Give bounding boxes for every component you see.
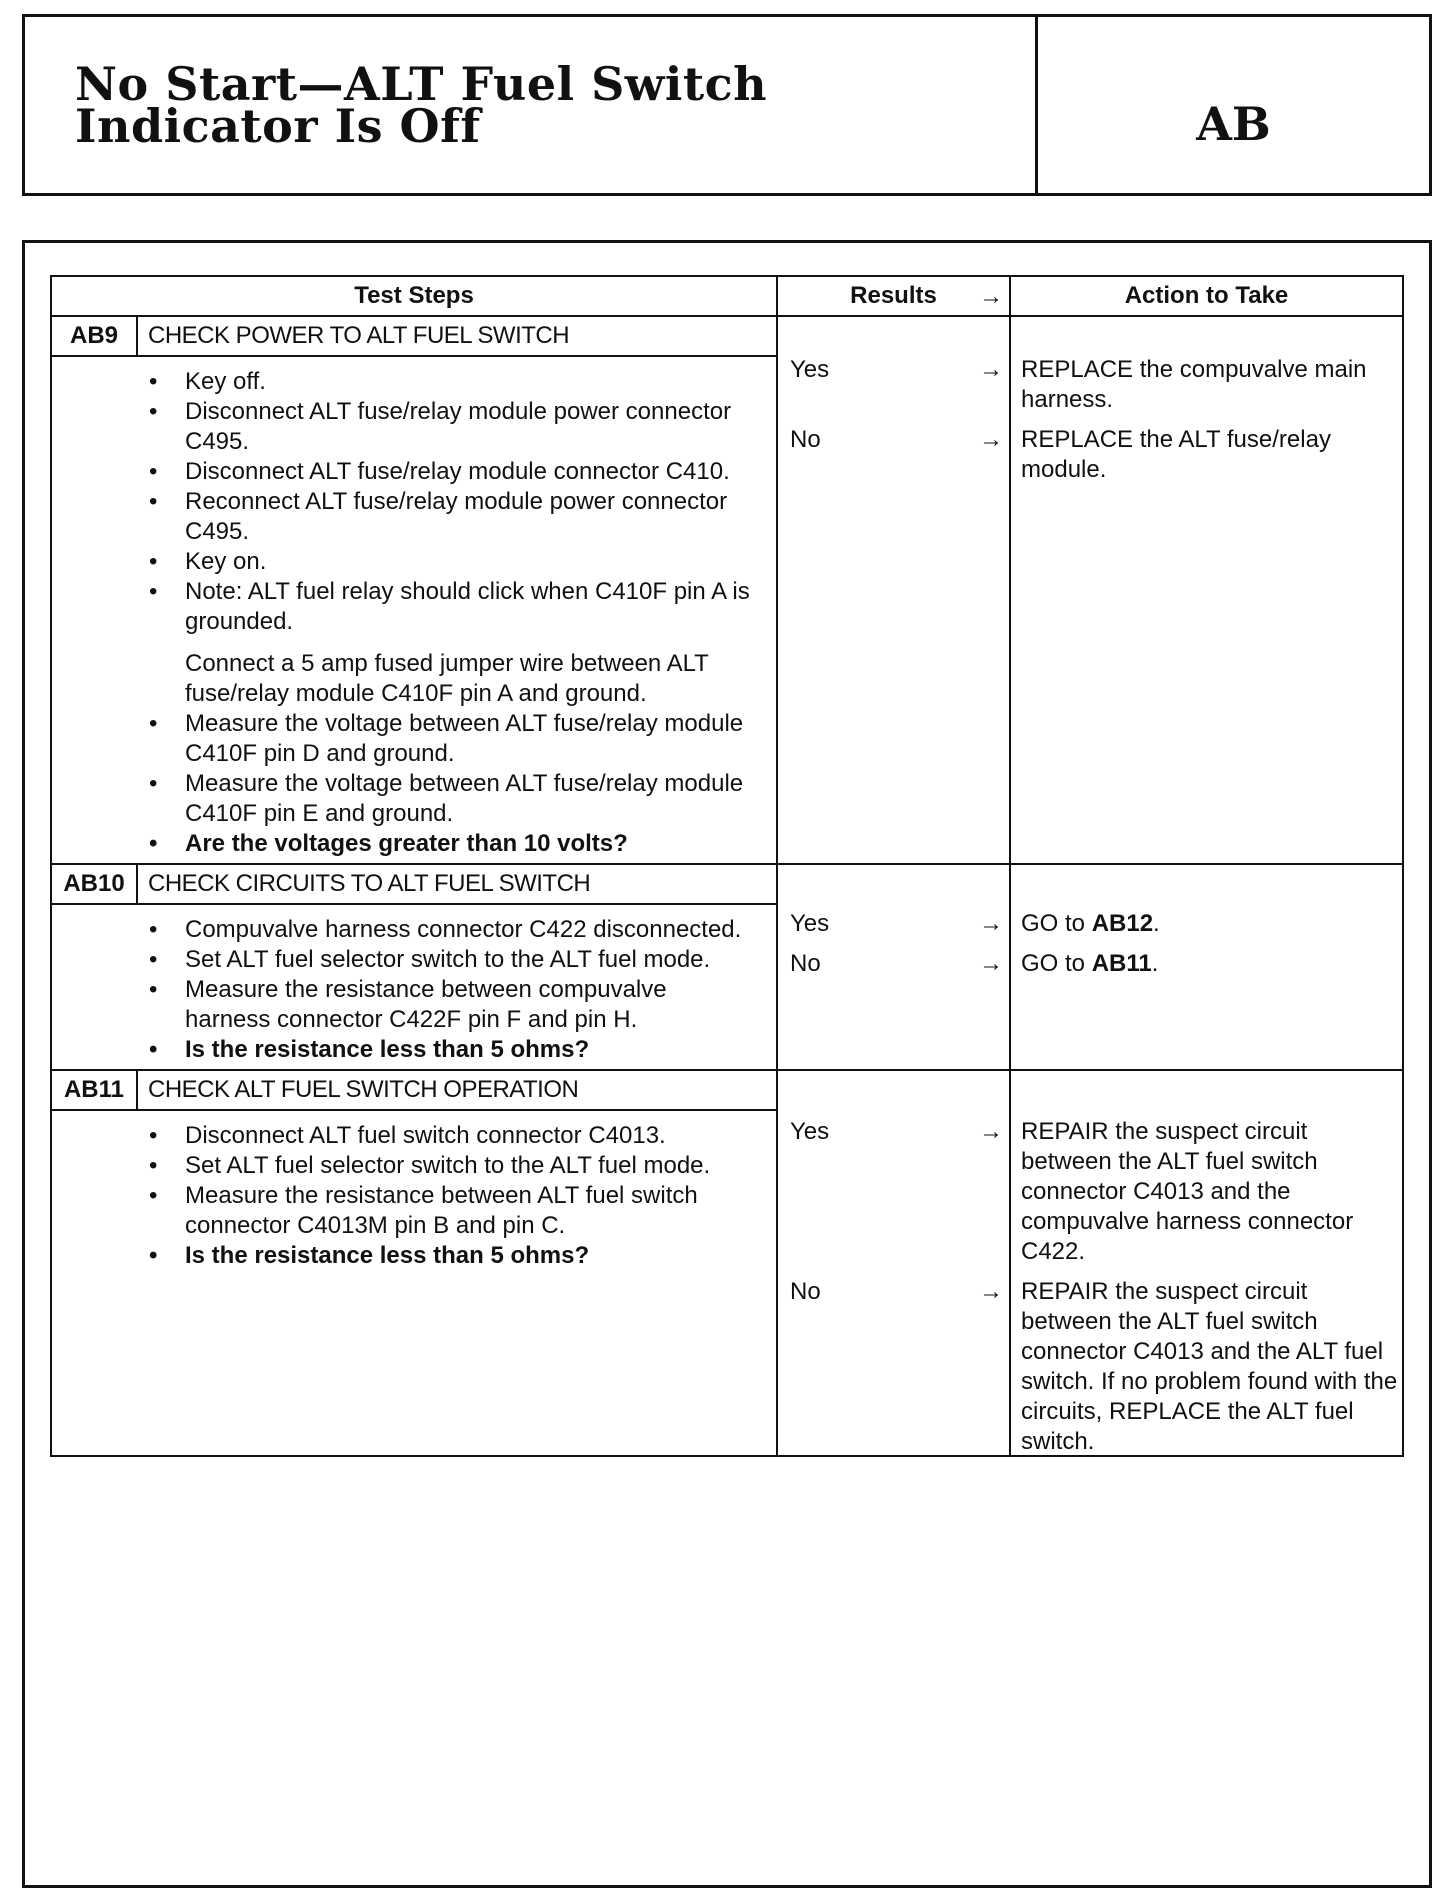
action-no: REPAIR the suspect circuit between the ALT fuel switch connector C4013 and the ALT fuel switch. If no problem found with the circuits, REPLACE the ALT fuel switch.: [1021, 1278, 1398, 1455]
results-cell-ab10: [777, 864, 1010, 1070]
list-item: • Measure the voltage between ALT fuse/relay module C410F pin D and ground.: [147, 709, 750, 769]
step-question: • Is the resistance less than 5 ohms?: [147, 1035, 750, 1065]
header-action: Action to Take: [1010, 276, 1403, 316]
action-text: GO to: [1021, 910, 1092, 937]
instruction-paragraph: Connect a 5 amp fused jumper wire between ALT fuse/relay module C410F pin A and ground.: [185, 650, 709, 707]
step-question: • Are the voltages greater than 10 volts?: [147, 829, 750, 859]
bullet-list: [147, 709, 750, 859]
list-item: • Measure the resistance between ALT fuel switch connector C4013M pin B and pin C.: [147, 1181, 750, 1241]
action-text: .: [1151, 950, 1159, 977]
action-yes: REPAIR the suspect circuit between the ALT fuel switch connector C4013 and the compuvalve harness connector C422.: [1021, 1118, 1354, 1265]
empty-cell: [51, 904, 137, 1070]
list-item: • Key off.: [147, 367, 750, 397]
result-no: No: [790, 1278, 821, 1305]
step-reference-link: AB12: [1091, 910, 1154, 937]
result-yes: Yes: [790, 1118, 830, 1145]
header-results-label: Results: [850, 282, 937, 309]
step-id-ab9: AB9: [51, 316, 137, 356]
list-item: • Note: ALT fuel relay should click when C410F pin A is grounded.: [147, 577, 750, 637]
result-no: No: [790, 426, 821, 453]
result-yes: Yes: [790, 910, 830, 937]
results-cell-ab9: [777, 316, 1010, 864]
list-item: • Reconnect ALT fuse/relay module power connector C495.: [147, 487, 750, 547]
step-id-ab11: AB11: [51, 1070, 137, 1110]
list-item: • Compuvalve harness connector C422 disconnected.: [147, 915, 750, 945]
step-body-ab11: [137, 1110, 777, 1456]
action-text: .: [1153, 910, 1160, 937]
step-title-ab10: CHECK CIRCUITS TO ALT FUEL SWITCH: [137, 864, 777, 904]
step-body-ab10: [137, 904, 777, 1070]
test-steps-table: [50, 275, 1404, 1457]
table-header-row: [51, 276, 1403, 316]
action-yes: REPLACE the compuvalve main harness.: [1021, 356, 1367, 413]
list-item: • Set ALT fuel selector switch to the ALT fuel mode.: [147, 945, 750, 975]
step-title-ab11: CHECK ALT FUEL SWITCH OPERATION: [137, 1070, 777, 1110]
action-cell-ab11: [1010, 1070, 1403, 1456]
arrow-icon: →: [979, 426, 1003, 453]
step-body-ab9: [137, 356, 777, 864]
action-no: REPLACE the ALT fuse/relay module.: [1021, 426, 1331, 483]
list-item: • Disconnect ALT fuse/relay module connector C410.: [147, 457, 750, 487]
empty-cell: [51, 356, 137, 864]
header-arrow-icon: →: [979, 283, 1003, 310]
arrow-icon: →: [979, 1118, 1003, 1145]
action-text: GO to: [1021, 950, 1092, 977]
list-item: • Set ALT fuel selector switch to the ALT fuel mode.: [147, 1151, 750, 1181]
list-item: • Key on.: [147, 547, 750, 577]
header-results: [777, 276, 1010, 316]
list-item: • Disconnect ALT fuse/relay module power connector C495.: [147, 397, 750, 457]
bullet-list: [147, 367, 750, 637]
arrow-icon: →: [979, 910, 1003, 937]
list-item: • Measure the voltage between ALT fuse/relay module C410F pin E and ground.: [147, 769, 750, 829]
arrow-icon: →: [979, 1278, 1003, 1305]
empty-cell: [51, 1110, 137, 1456]
action-no: [1021, 949, 1398, 979]
bullet-list: [147, 1121, 750, 1271]
action-cell-ab9: [1010, 316, 1403, 864]
step-title-row: [51, 864, 1403, 904]
result-no: No: [790, 950, 821, 977]
bullet-list: [147, 915, 750, 1065]
list-item: • Measure the resistance between compuvalve harness connector C422F pin F and pin H.: [147, 975, 750, 1035]
action-yes: [1021, 909, 1398, 939]
step-title-row: [51, 316, 1403, 356]
section-code: AB: [1196, 97, 1271, 151]
step-id-ab10: AB10: [51, 864, 137, 904]
page-title: No Start—ALT Fuel Switch Indicator Is Off: [75, 57, 768, 153]
step-title-ab9: CHECK POWER TO ALT FUEL SWITCH: [137, 316, 777, 356]
action-cell-ab10: [1010, 864, 1403, 1070]
list-item: • Disconnect ALT fuel switch connector C4013.: [147, 1121, 750, 1151]
arrow-icon: →: [979, 950, 1003, 977]
results-cell-ab11: [777, 1070, 1010, 1456]
title-box: [22, 14, 1432, 196]
step-title-row: [51, 1070, 1403, 1110]
header-test-steps: Test Steps: [51, 276, 777, 316]
step-reference-link: AB11: [1091, 950, 1152, 977]
result-yes: Yes: [790, 356, 830, 383]
arrow-icon: →: [979, 356, 1003, 383]
step-question: • Is the resistance less than 5 ohms?: [147, 1241, 750, 1271]
